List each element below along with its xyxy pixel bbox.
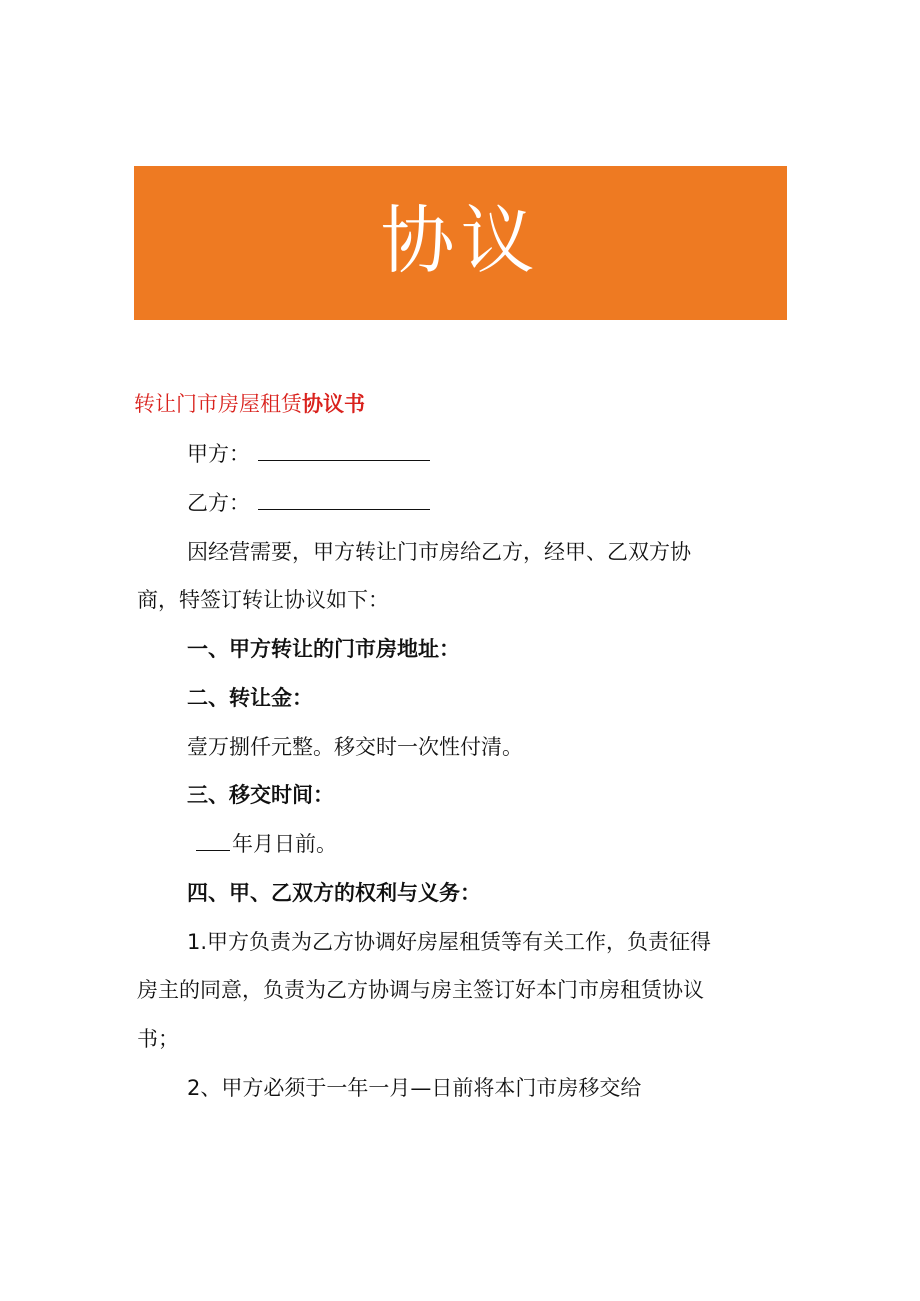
section-4-heading: 四、甲、乙双方的权利与义务： [187,881,481,905]
party-a-line [187,440,430,468]
document-title [134,390,365,418]
section-2-body: 壹万捌仟元整。移交时一次性付清。 [187,735,523,759]
intro-line-1: 因经营需要，甲方转让门市房给乙方，经甲、乙双方协 [187,540,691,564]
section-1-heading: 一、甲方转让的门市房地址： [187,637,460,661]
document-title-bold: 协议书 [302,392,365,416]
party-b-blank [258,489,430,510]
document-title-normal: 转让门市房屋租赁 [134,392,302,416]
section-2-heading: 二、转让金： [187,686,313,710]
item-1-line-1: 1.甲方负责为乙方协调好房屋租赁等有关工作，负责征得 [187,930,712,954]
party-b-label: 乙方： [187,491,250,515]
section-3-body-line [196,830,337,858]
section-3-heading: 三、移交时间： [187,783,334,807]
item-1-line-2: 房主的同意，负责为乙方协调与房主签订好本门市房租赁协议 [137,978,704,1002]
intro-line-2: 商，特签订转让协议如下： [137,588,389,612]
item-1-line-3: 书； [137,1027,179,1051]
party-a-blank [258,440,430,461]
item-2-line-1: 2、甲方必须于一年一月—日前将本门市房移交给 [187,1076,642,1100]
section-3-body: 年月日前。 [232,832,337,856]
party-b-line [187,489,430,517]
banner-title: 协议 [380,198,541,284]
year-blank [196,830,230,851]
party-a-label: 甲方： [187,442,250,466]
title-banner [134,166,787,320]
